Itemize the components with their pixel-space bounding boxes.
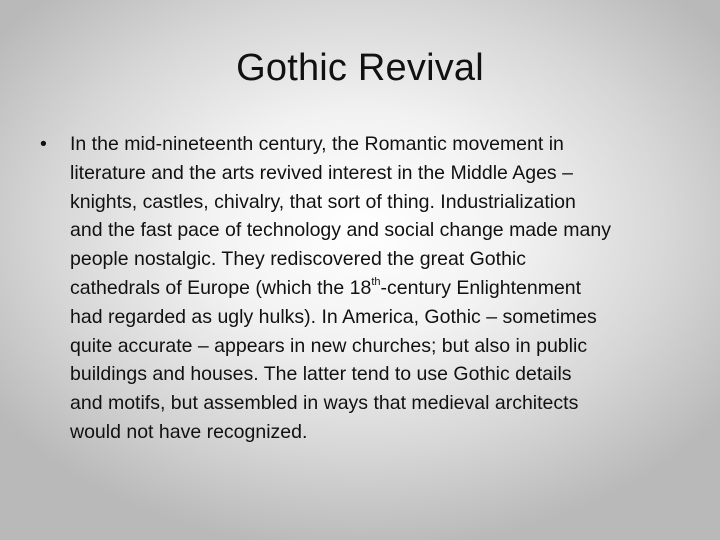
text-line: people nostalgic. They rediscovered the great Gothic [70, 248, 526, 271]
text-line: literature and the arts revived interest in the Middle Ages – [70, 161, 573, 184]
text-line: knights, castles, chivalry, that sort of thing. Industrialization [70, 190, 576, 213]
bullet-icon: • [40, 133, 47, 155]
text-line: and the fast pace of technology and social change made many [70, 219, 611, 242]
ordinal-superscript: th [371, 276, 381, 289]
text-line: had regarded as ugly hulks). In America, Gothic – sometimes [70, 305, 597, 328]
slide-title: Gothic Revival [236, 47, 484, 89]
bullet-item [40, 130, 690, 447]
text-line: and motifs, but assembled in ways that medieval architects [70, 392, 579, 415]
text-line [70, 274, 690, 303]
text-segment: cathedrals of Europe (which the 18 [70, 276, 372, 299]
bullet-list [40, 130, 690, 447]
text-line: quite accurate – appears in new churches; but also in public [70, 334, 588, 357]
text-segment: -century Enlightenment [380, 276, 582, 299]
text-line: In the mid-nineteenth century, the Romantic movement in [70, 133, 564, 155]
text-line: buildings and houses. The latter tend to use Gothic details [70, 363, 572, 386]
text-line: would not have recognized. [70, 420, 308, 443]
